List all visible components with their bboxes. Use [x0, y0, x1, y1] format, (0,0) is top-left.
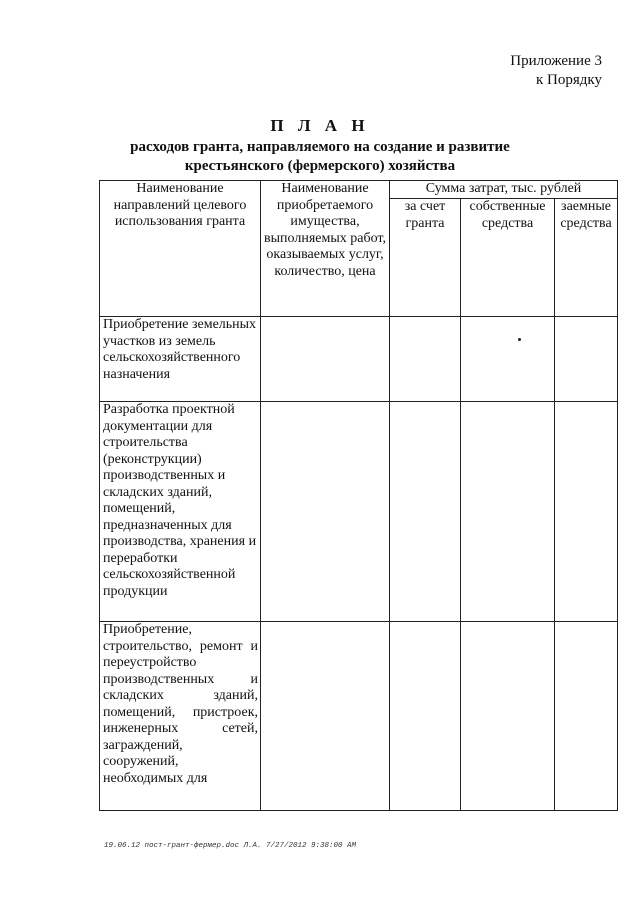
row-direction-label: Приобретение земельных участков из земель сельскохозяйственного назначения: [100, 317, 261, 402]
table-cell: [461, 622, 555, 811]
title-line-2: крестьянского (фермерского) хозяйства: [184, 158, 456, 174]
table-cell: [461, 402, 555, 622]
file-footer: 19.06.12 пост-грант-фермер.doc Л.А. 7/27/2012 9:38:00 AM: [104, 842, 357, 850]
table-row: [100, 317, 618, 402]
appendix-reference: к Порядку: [536, 72, 602, 88]
appendix-number: Приложение 3: [510, 53, 602, 69]
title-line-1: расходов гранта, направляемого на создание и развитие: [130, 139, 510, 155]
expense-plan-table: [99, 180, 618, 811]
row-direction-label: Приобретение, строительство, ремонт и переустройство производственных и складских зданий, помещений, пристроек, инженерных сетей, заграждений, сооружений, необходимых для: [100, 622, 261, 811]
table-cell: [390, 402, 461, 622]
header-items: Наименование приобретаемого имущества, выполняемых работ, оказываемых услуг, количество, цена: [261, 181, 390, 317]
row-direction-label: Разработка проектной документации для строительства (реконструкции) производственных и складских зданий, помещений, предназначенных для производства, хранения и переработки сельскохозяйственной продукции: [100, 402, 261, 622]
table-cell: [261, 622, 390, 811]
table-cell: [390, 622, 461, 811]
document-title: [0, 115, 640, 175]
header-sum: Сумма затрат, тыс. рублей: [390, 181, 618, 199]
subheader-grant: за счет гранта: [390, 199, 461, 317]
subheader-borrowed-funds: заемные средства: [555, 199, 618, 317]
subheader-own-funds: собственные средства: [461, 199, 555, 317]
appendix-label: [510, 52, 602, 90]
table-cell: [555, 317, 618, 402]
table-cell: [261, 317, 390, 402]
header-directions: Наименование направлений целевого использования гранта: [100, 181, 261, 317]
table-cell: [555, 402, 618, 622]
table-cell: [261, 402, 390, 622]
scan-speck: [518, 338, 521, 341]
table-cell: [390, 317, 461, 402]
title-heading: П Л А Н: [270, 116, 370, 135]
table-cell: [555, 622, 618, 811]
table-row: [100, 622, 618, 811]
table-cell: [461, 317, 555, 402]
table-row: [100, 402, 618, 622]
table-header-row: [100, 181, 618, 199]
